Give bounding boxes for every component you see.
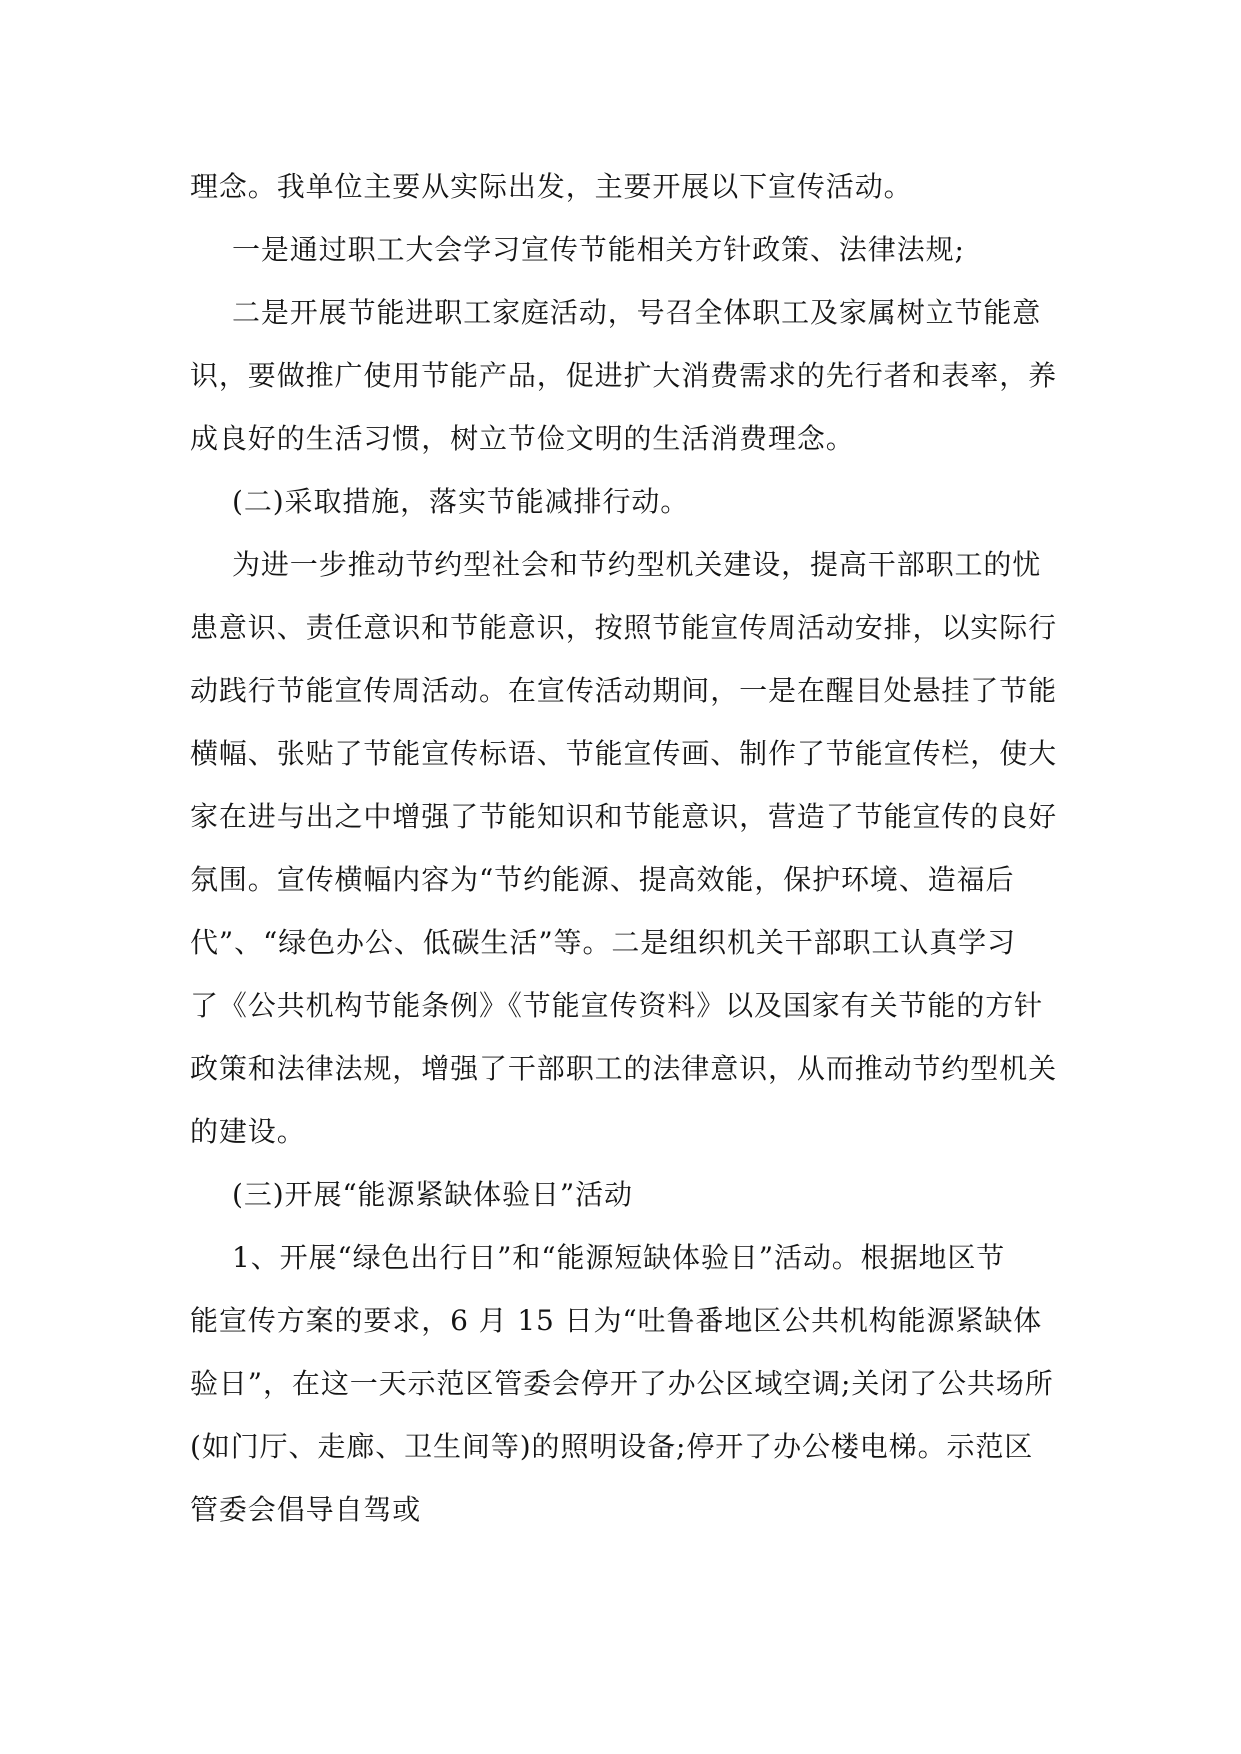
text-line: 代”、“绿色办公、低碳生活”等。二是组织机关干部职工认真学习 bbox=[190, 926, 1016, 959]
text-line: 为进一步推动节约型社会和节约型机关建设，提高干部职工的忧 bbox=[232, 548, 1042, 581]
text-line: 识，要做推广使用节能产品，促进扩大消费需求的先行者和表率，养 bbox=[190, 359, 1058, 392]
text-line: 横幅、张贴了节能宣传标语、节能宣传画、制作了节能宣传栏，使大 bbox=[190, 737, 1058, 770]
section-heading: (三)开展“能源紧缺体验日”活动 bbox=[232, 1178, 633, 1211]
text-line: 一是通过职工大会学习宣传节能相关方针政策、法律法规; bbox=[232, 233, 965, 266]
text-line: 家在进与出之中增强了节能知识和节能意识，营造了节能宣传的良好 bbox=[190, 800, 1058, 833]
text-line: 1、开展“绿色出行日”和“能源短缺体验日”活动。根据地区节 bbox=[232, 1241, 1006, 1274]
text-line: 政策和法律法规，增强了干部职工的法律意识，从而推动节约型机关 bbox=[190, 1052, 1058, 1085]
text-line: 能宣传方案的要求，6 月 15 日为“吐鲁番地区公共机构能源紧缺体 bbox=[190, 1304, 1043, 1337]
text-line: (如门厅、走廊、卫生间等)的照明设备;停开了办公楼电梯。示范区 bbox=[190, 1430, 1034, 1463]
text-line: 患意识、责任意识和节能意识，按照节能宣传周活动安排，以实际行 bbox=[190, 611, 1058, 644]
text-line: 理念。我单位主要从实际出发，主要开展以下宣传活动。 bbox=[190, 170, 913, 203]
text-line: 氛围。宣传横幅内容为“节约能源、提高效能，保护环境、造福后 bbox=[190, 863, 1015, 896]
text-line: 的建设。 bbox=[190, 1115, 306, 1148]
text-line: 验日”，在这一天示范区管委会停开了办公区域空调;关闭了公共场所 bbox=[190, 1367, 1054, 1400]
text-line: 二是开展节能进职工家庭活动，号召全体职工及家属树立节能意 bbox=[232, 296, 1042, 329]
text-line: 成良好的生活习惯，树立节俭文明的生活消费理念。 bbox=[190, 422, 855, 455]
text-line: 管委会倡导自驾或 bbox=[190, 1493, 422, 1526]
text-line: 动践行节能宣传周活动。在宣传活动期间，一是在醒目处悬挂了节能 bbox=[190, 674, 1058, 707]
text-line: 了《公共机构节能条例》《节能宣传资料》以及国家有关节能的方针 bbox=[190, 989, 1044, 1022]
section-heading: (二)采取措施，落实节能减排行动。 bbox=[232, 485, 690, 518]
